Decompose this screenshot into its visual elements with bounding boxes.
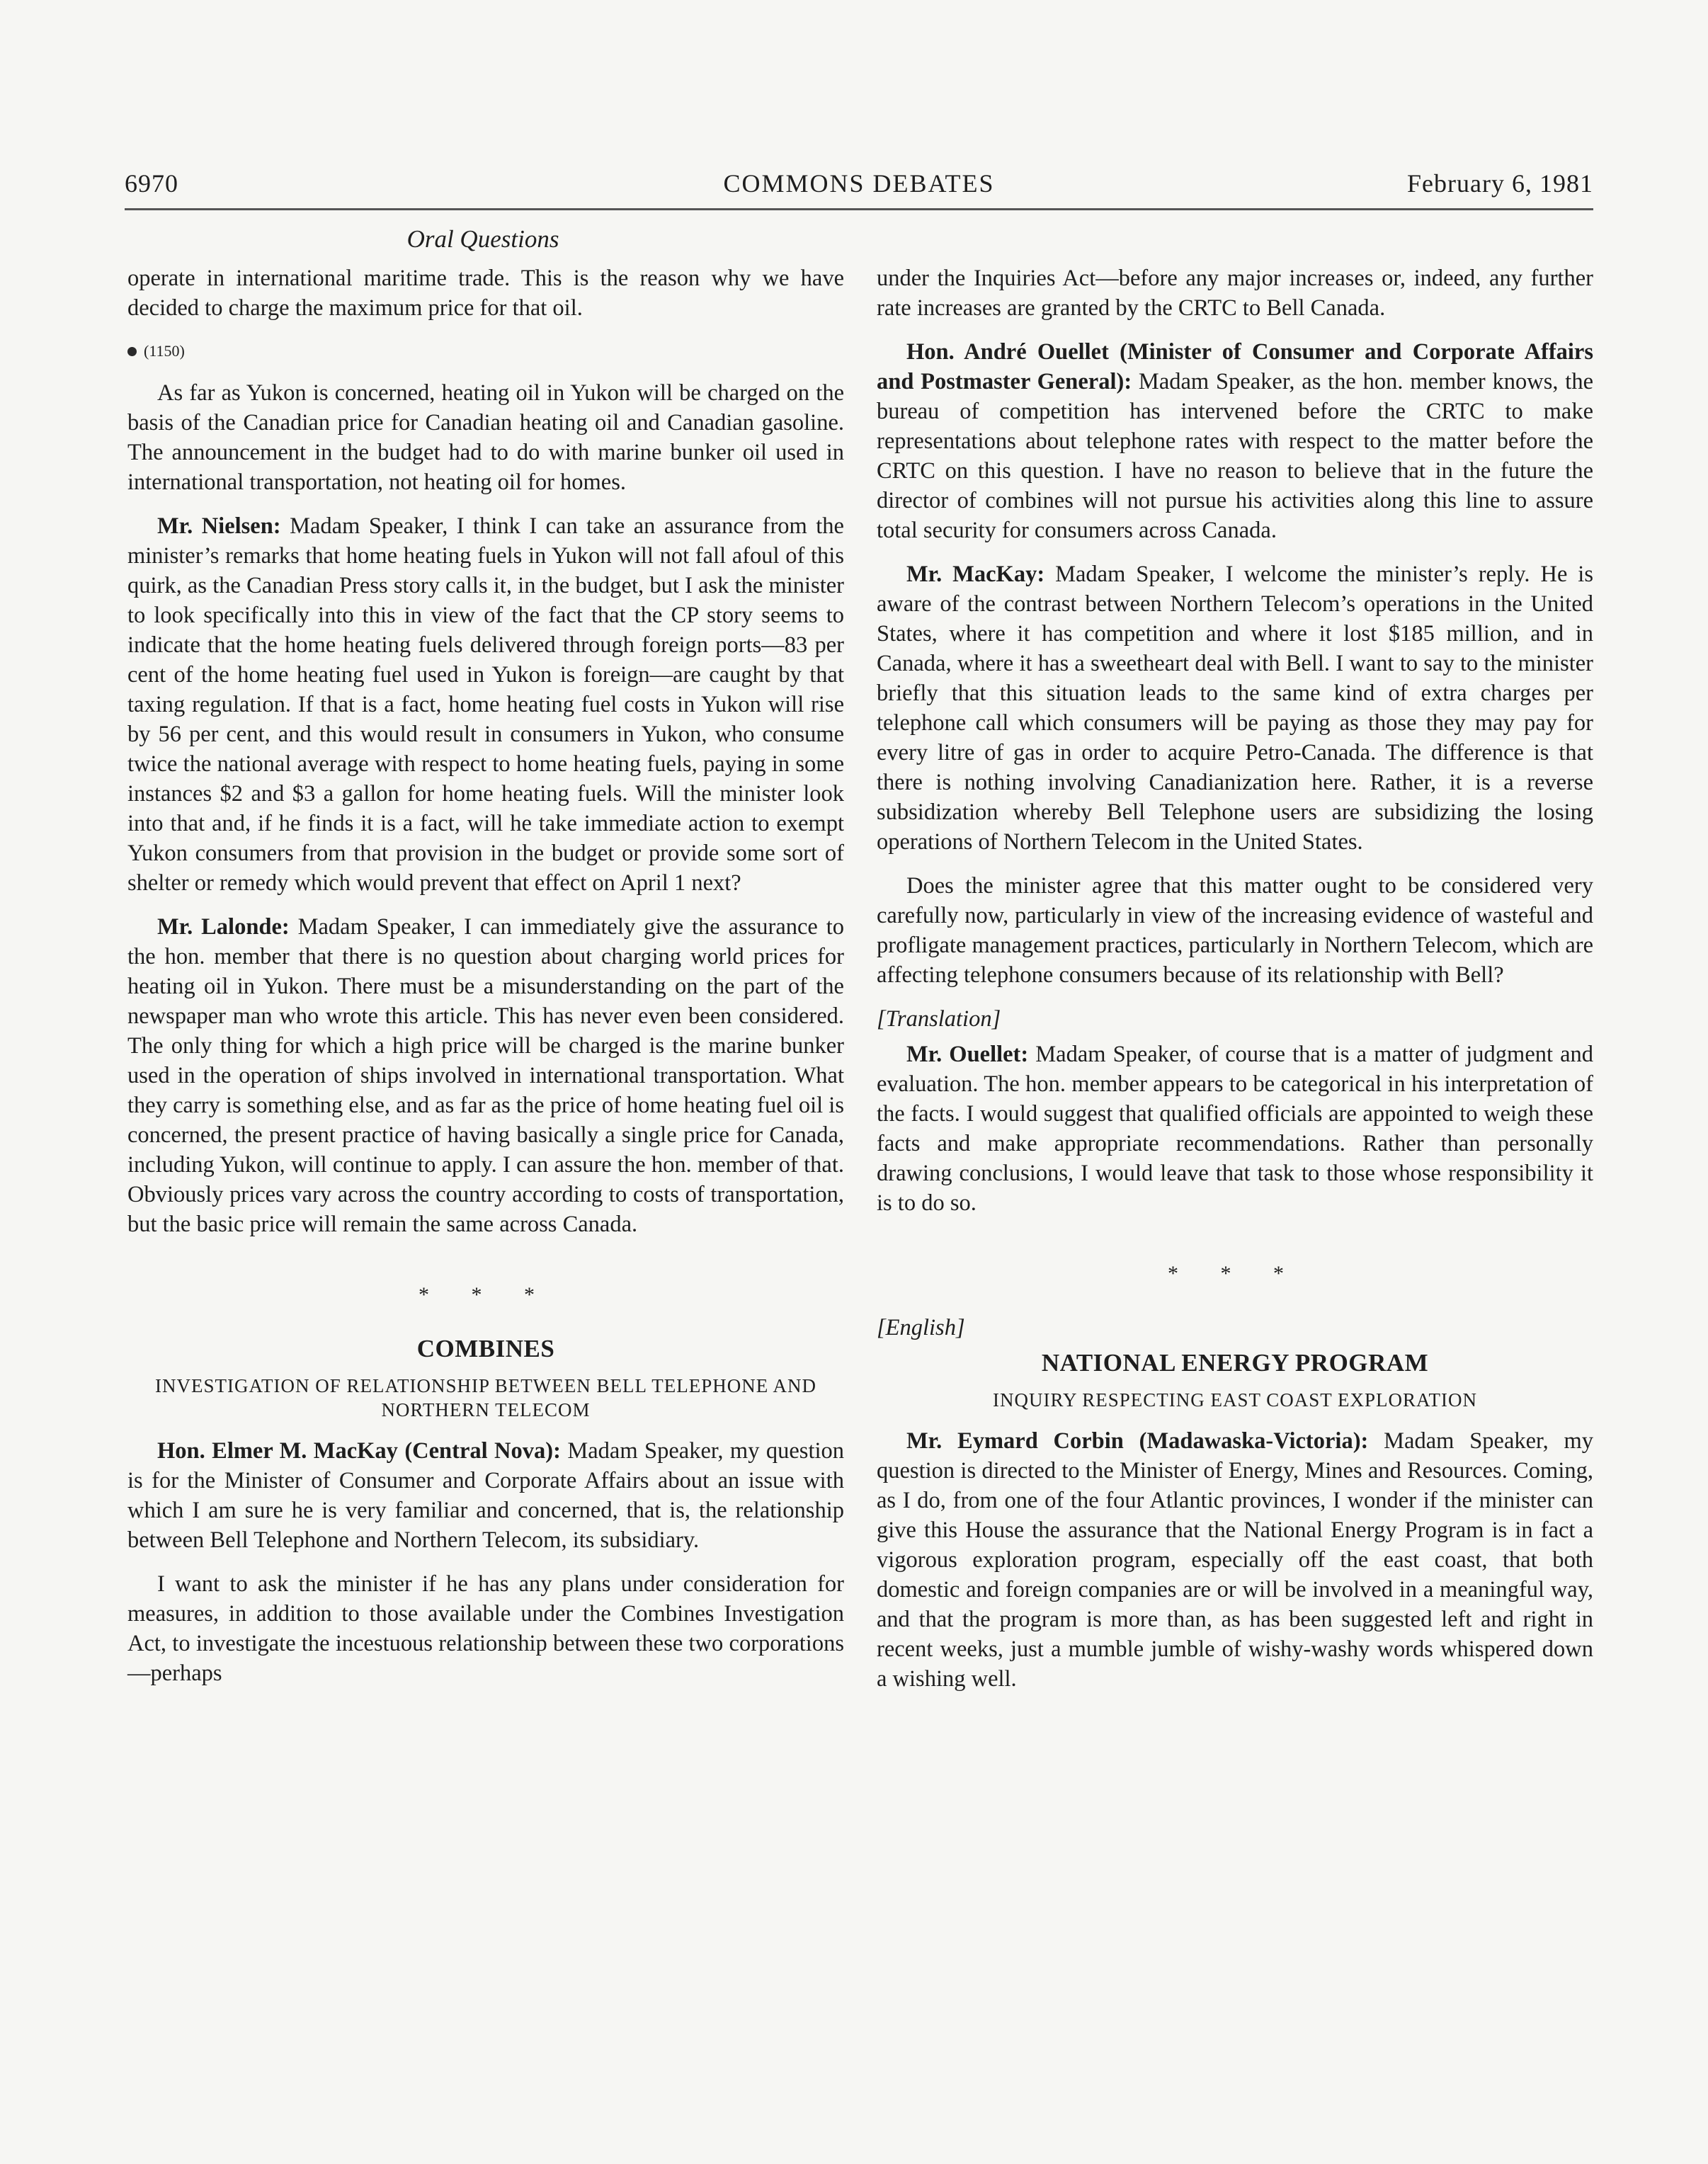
speech-text: Madam Speaker, I think I can take an assurance from the minister’s remarks that home heating fuels in Yukon will not fall afoul of this quirk, as the Canadian Press story calls it, in the budget, but I ask the minister to look specifically into this in view of the fact that the CP story seems to indicate that the home heating fuels delivered through foreign ports—83 per cent of the home heating fuel used in Yukon is foreign—are caught by that taxing regulation. If that is a fact, home heating fuel costs in Yukon will rise by 56 per cent, and this would result in consumers in Yukon, who consume twice the national average with respect to home heating fuels, paying in some instances $2 and $3 a gallon for home heating fuels. Will the minister look into that and, if he finds it is a fact, will he take immediate action to exempt Yukon consumers from that provision in the budget or provide some sort of shelter or remedy which would prevent that effect on April 1 next? [127,513,844,896]
speaker-name: Hon. Elmer M. MacKay (Central Nova): [157,1438,561,1464]
translation-label: [Translation] [877,1006,1001,1032]
bullet-icon [127,347,137,356]
time-marker-text: (1150) [144,342,185,360]
speech-corbin [877,1426,1593,1694]
speech-mackay [877,559,1593,857]
speech-text: Madam Speaker, I welcome the minister’s reply. He is aware of the contrast between Northern Telecom’s operations in the United States, where it has competition and where it lost $185 million, and in Canada, where it has a sweetheart deal with Bell. I want to say to the minister briefly that this situation leads to the same kind of extra charges per telephone call which consumers will be paying as those they may pay for every litre of gas in order to acquire Petro-Canada. The difference is that there is nothing involving Canadianization here. Rather, it is a reverse subsidization whereby Bell Telephone users are subsidizing the losing operations of Northern Telecom in the United States. [877,562,1593,855]
paragraph: Does the minister agree that this matter ought to be considered very carefully now, particularly in view of the increasing evidence of wasteful and profligate management practices, particularly in Northern Telecom, which are affecting telephone consumers because of its relationship with Bell? [877,873,1593,988]
speech-nielsen [127,511,844,898]
section-label: Oral Questions [406,225,559,253]
paragraph: As far as Yukon is concerned, heating oil in Yukon will be charged on the basis of the Canadian price for Canadian heating oil and Canadian gasoline. The announcement in the budget had to do with marine bunker oil used in international transportation, not heating oil for homes. [127,380,844,495]
english-label: [English] [877,1315,965,1340]
speaker-name: Mr. Nielsen: [157,513,281,539]
speech-text: Madam Speaker, my question is for the Minister of Consumer and Corporate Affairs about an issue with which I am sure he is very familiar and concerned, that is, the relationship between Bell Telephone and Northern Telecom, its subsidiary. [127,1438,845,1553]
publication-title: COMMONS DEBATES [723,169,995,198]
page-number: 6970 [125,169,178,198]
speaker-name: Hon. André Ouellet (Minister of Consumer and Corporate Affairs and Postmaster General): [877,339,1593,394]
speech-text: Madam Speaker, of course that is a matter of judgment and evaluation. The hon. member appears to be categorical in his interpretation of the facts. I would suggest that qualified officials are appointed to weigh these facts and make appropriate recommendations. Rather than personally drawing conclusions, I would leave that task to those whose responsibility it is to do so. [877,1042,1593,1216]
speech-ouellet [877,337,1593,545]
speaker-name: Mr. MacKay: [906,562,1045,587]
section-heading: COMBINES [416,1335,555,1362]
time-marker [127,341,844,361]
paragraph: I want to ask the minister if he has any plans under consideration for measures, in addition to those available under the Combines Investigation Act, to investigate the incestuous relationship between these two corporations—perhaps [127,1571,844,1686]
section-divider: * * * [1168,1262,1302,1285]
speaker-name: Mr. Eymard Corbin (Madawaska-Victoria): [906,1428,1369,1454]
speaker-name: Mr. Ouellet: [906,1042,1029,1067]
speech-text: Madam Speaker, I can immediately give the assurance to the hon. member that there is no question about charging world prices for heating oil in Yukon. There must be a misunderstanding on the part of the newspaper man who wrote this article. This has never even been considered. The only thing for which a high price will be charged is the marine bunker used in the operation of ships involved in international transportation. What they carry is something else, and as far as the price of home heating fuel oil is concerned, the present practice of having basically a single price for Canada, including Yukon, will continue to apply. I can assure the hon. member of that. Obviously prices vary across the country according to costs of transportation, but the basic price will remain the same across Canada. [127,914,845,1237]
right-column [877,263,1593,1708]
section-divider: * * * [419,1283,553,1306]
paragraph: under the Inquiries Act—before any major increases or, indeed, any further rate increases are granted by the CRTC to Bell Canada. [877,266,1593,321]
section-subheading: INVESTIGATION OF RELATIONSHIP BETWEEN BELL TELEPHONE AND NORTHERN TELECOM [155,1375,816,1420]
speech-text: Madam Speaker, my question is directed to the Minister of Energy, Mines and Resources. Coming, as I do, from one of the four Atlantic provinces, I wonder if the minister can give this House the assurance that the National Energy Program is in fact a vigorous exploration program, especially off the east coast, that both domestic and foreign companies are or will be involved in a meaningful way, and that the program is more than, as has been suggested left and right in recent weeks, just a mumble jumble of wishy-washy words whispered down a wishing well. [877,1428,1593,1692]
speech-mackay [127,1436,844,1555]
speaker-name: Mr. Lalonde: [157,914,290,940]
speech-lalonde [127,912,844,1239]
publication-date: February 6, 1981 [1407,169,1593,198]
left-column [127,263,844,1702]
section-subheading: INQUIRY RESPECTING EAST COAST EXPLORATION [992,1389,1478,1411]
speech-ouellet [877,1040,1593,1218]
speech-text: Madam Speaker, as the hon. member knows, the bureau of competition has intervened before the CRTC to make representations about telephone rates with respect to the matter before the CRTC on this question. I have no reason to believe that in the future the director of combines will not pursue his activities along this line to assure total security for consumers across Canada. [877,369,1593,543]
section-heading: NATIONAL ENERGY PROGRAM [1041,1349,1429,1377]
paragraph: operate in international maritime trade. This is the reason why we have decided to charge the maximum price for that oil. [127,266,844,321]
page-header [125,169,1593,210]
